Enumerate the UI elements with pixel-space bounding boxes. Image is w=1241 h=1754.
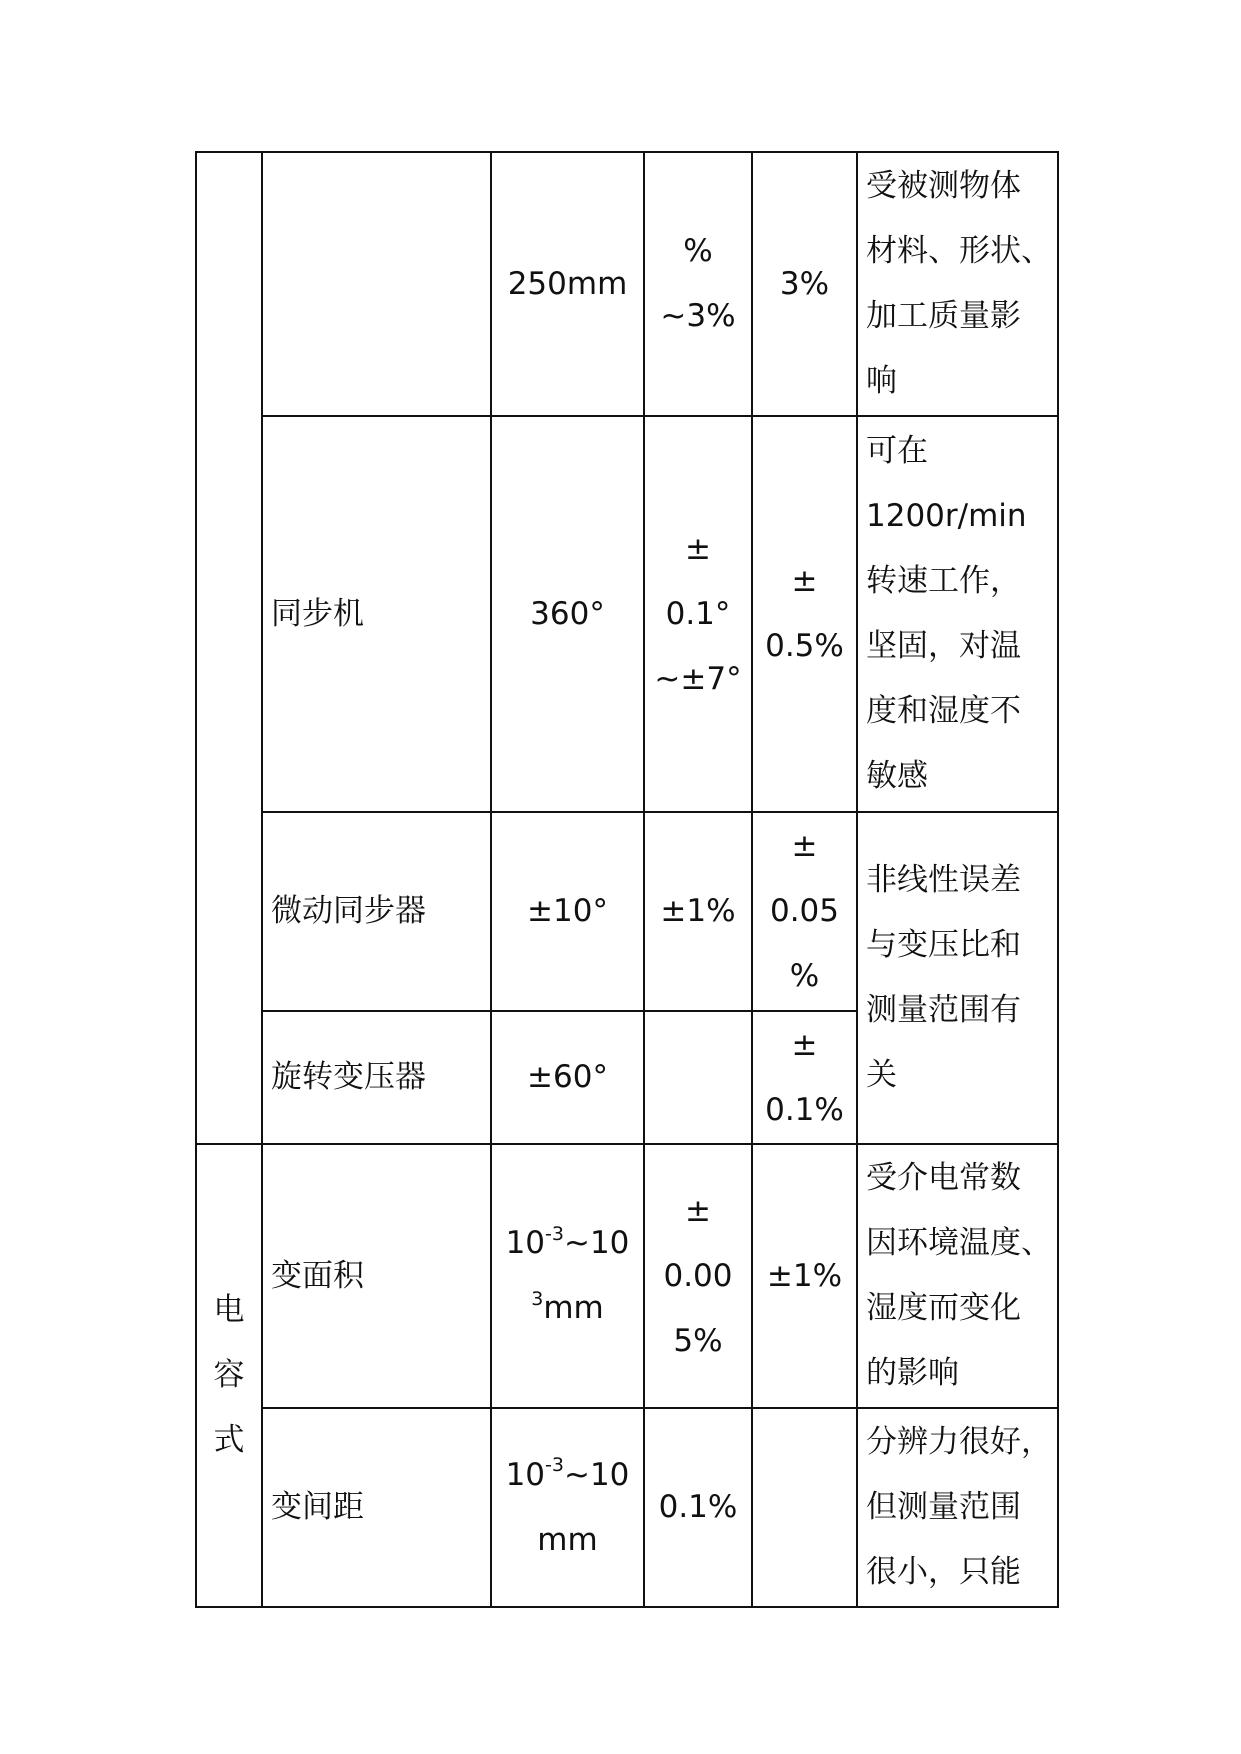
note-cell: 非线性误差 与变压比和 测量范围有 关 [857,812,1058,1144]
range-cell: 250mm [491,152,644,416]
note-cell: 分辨力很好， 但测量范围 很小，只能 [857,1408,1058,1607]
name-cell: 变面积 [262,1144,491,1408]
range-cell: $10^{-3}\sim 10$ $^3$mm [491,1144,644,1408]
note-cell: 可在 1200r/min 转速工作， 坚固，对温 度和湿度不 敏感 [857,416,1058,812]
table-row [196,1408,1058,1607]
name-cell: 微动同步器 [262,812,491,1011]
name-cell [262,152,491,416]
accuracy-cell: 0.1% [644,1408,752,1607]
linearity-cell: ± 0.05 % [752,812,857,1011]
note-cell: 受被测物体 材料、形状、 加工质量影 响 [857,152,1058,416]
linearity-cell: 3% [752,152,857,416]
range-cell: ±10° [491,812,644,1011]
accuracy-cell: ±1% [644,812,752,1011]
accuracy-cell: ± 0.00 5% [644,1144,752,1408]
table-row [196,1144,1058,1408]
table-row [196,152,1058,416]
table-row [196,812,1058,1011]
note-cell: 受介电常数 因环境温度、 湿度而变化 的影响 [857,1144,1058,1408]
name-cell: 变间距 [262,1408,491,1607]
name-cell: 同步机 [262,416,491,812]
linearity-cell: ± 0.5% [752,416,857,812]
spec-table [195,151,1059,1608]
accuracy-cell: ± 0.1° ~±7° [644,416,752,812]
category-cell-empty [196,152,262,1144]
range-cell: ±60° [491,1011,644,1144]
linearity-cell: ± 0.1% [752,1011,857,1144]
name-cell: 旋转变压器 [262,1011,491,1144]
range-cell: 360° [491,416,644,812]
accuracy-cell: % ~3% [644,152,752,416]
range-cell: $10^{-3}\sim 10$ mm [491,1408,644,1607]
accuracy-cell [644,1011,752,1144]
table-row [196,416,1058,812]
linearity-cell [752,1408,857,1607]
linearity-cell: ±1% [752,1144,857,1408]
category-cell: 电 容 式 [196,1144,262,1607]
